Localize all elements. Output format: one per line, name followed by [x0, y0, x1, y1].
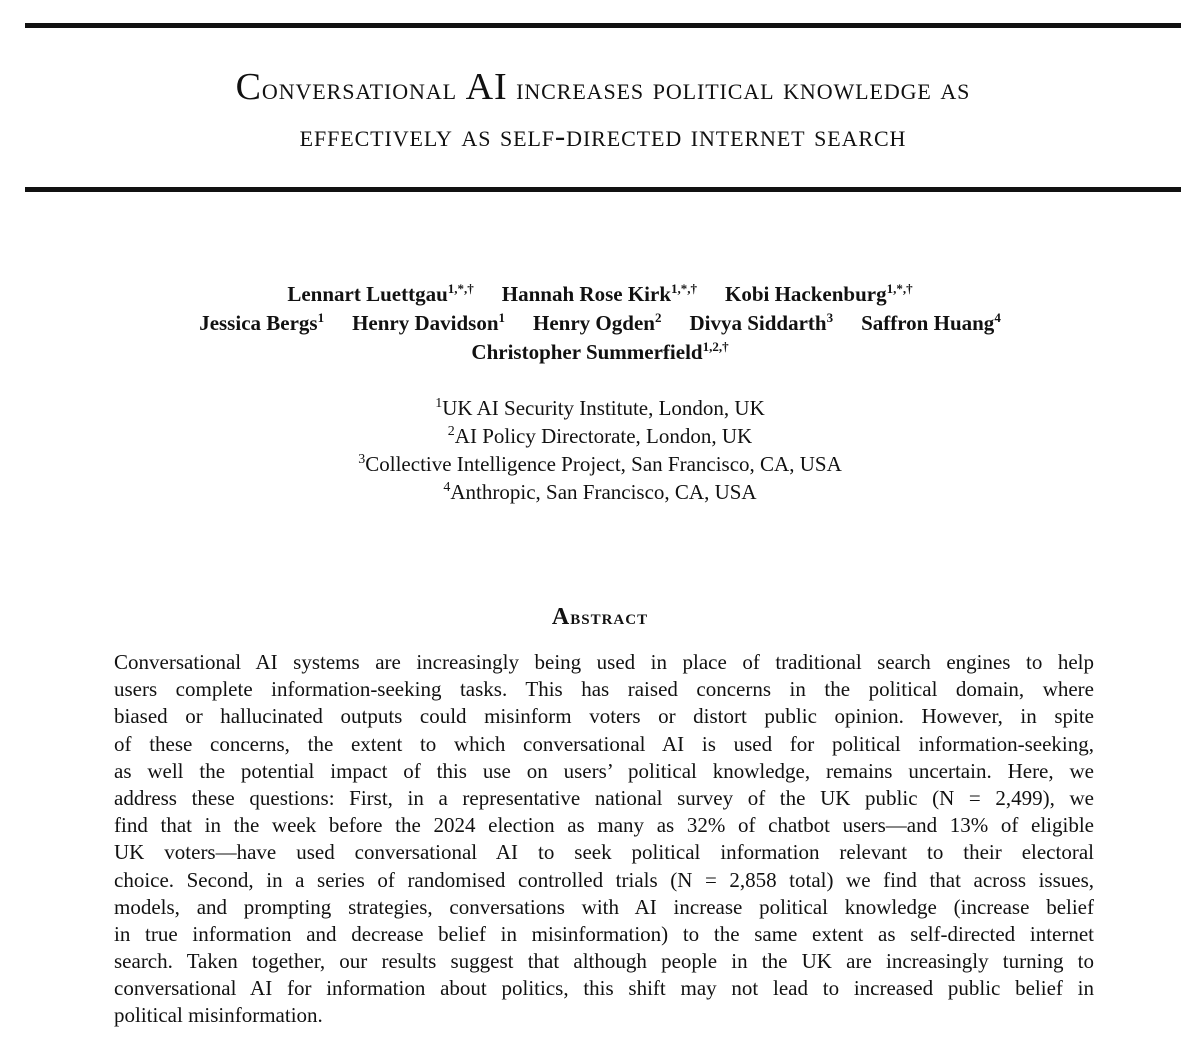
abstract-line: biased or hallucinated outputs could misinform voters or distort public opinion. However, in spite — [114, 704, 1094, 729]
author-affiliation-marks: 1 — [498, 310, 506, 325]
abstract-line: as well the potential impact of this use on users’ political knowledge, remains uncertain. Here, we — [114, 758, 1094, 783]
title-ai: AI — [465, 66, 508, 108]
abstract-line: choice. Second, in a series of randomised controlled trials (N = 2,858 total) we find that across issues, — [114, 867, 1094, 892]
author-row — [0, 309, 1200, 338]
author-affiliation-marks: 4 — [994, 310, 1001, 325]
title-part: increases political knowledge as — [507, 71, 971, 106]
paper-title — [25, 64, 1181, 159]
abstract-body — [114, 649, 1094, 1030]
author: Hannah Rose Kirk$^{1,*,\dagger}$ — [501, 281, 697, 306]
author-affiliation-marks: 1,2,† — [702, 339, 729, 354]
affiliation: $^2$AI Policy Directorate, London, UK — [447, 424, 753, 448]
author: Kobi Hackenburg$^{1,*,\dagger}$ — [725, 281, 913, 306]
author: Christopher Summerfield$^{1,2,\dagger}$ — [471, 339, 729, 364]
author-affiliation-marks: 1,*,† — [671, 281, 697, 296]
abstract-line: models, and prompting strategies, conversations with AI increase political knowledge (increase belief — [114, 894, 1094, 919]
abstract-line: UK voters—have used conversational AI to seek political information relevant to their electoral — [114, 840, 1094, 865]
author: Lennart Luettgau$^{1,*,\dagger}$ — [287, 281, 474, 306]
abstract-line: users complete information-seeking tasks. This has raised concerns in the political domain, where — [114, 677, 1094, 702]
author-affiliation-marks: 2 — [654, 310, 662, 325]
abstract-line: Conversational AI systems are increasingly being used in place of traditional search engines to help — [114, 650, 1094, 674]
title-part: onversational — [261, 71, 466, 106]
abstract-line: of these concerns, the extent to which conversational AI is used for political information-seeking, — [114, 731, 1094, 756]
title-top-rule — [25, 23, 1181, 28]
author: Jessica Bergs$^1$ — [199, 310, 325, 335]
author-row — [0, 280, 1200, 309]
title-first-letter: C — [235, 66, 262, 108]
author-list — [0, 280, 1200, 367]
abstract-heading: Abstract — [551, 604, 649, 630]
title-bottom-rule — [25, 187, 1181, 192]
title-line-2: effectively as self-directed internet search — [299, 118, 907, 153]
abstract-line: political misinformation. — [114, 1003, 323, 1028]
affiliation: $^4$Anthropic, San Francisco, CA, USA — [443, 480, 757, 504]
affiliation: $^3$Collective Intelligence Project, San Francisco, CA, USA — [358, 452, 842, 476]
author: Henry Ogden$^2$ — [533, 310, 662, 335]
author: Henry Davidson$^1$ — [352, 310, 506, 335]
abstract-line: find that in the week before the 2024 election as many as 32% of chatbot users—and 13% of eligible — [114, 813, 1094, 838]
author: Saffron Huang$^4$ — [861, 310, 1001, 335]
abstract-line: conversational AI for information about politics, this shift may not lead to increased public belief in — [114, 976, 1094, 1001]
abstract-line: search. Taken together, our results suggest that although people in the UK are increasingly turning to — [114, 949, 1094, 974]
affiliation: $^1$UK AI Security Institute, London, UK — [435, 396, 765, 420]
abstract-line: in true information and decrease belief in misinformation) to the same extent as self-directed internet — [114, 921, 1094, 946]
author-affiliation-marks: 3 — [826, 310, 834, 325]
author: Divya Siddarth$^3$ — [689, 310, 834, 335]
author-affiliation-marks: 1,*,† — [886, 281, 913, 296]
affiliation-list — [0, 394, 1200, 506]
author-affiliation-marks: 1 — [317, 310, 325, 325]
author-affiliation-marks: 1,*,† — [447, 281, 474, 296]
author-row — [0, 338, 1200, 367]
abstract-line: address these questions: First, in a representative national survey of the UK public (N = 2,499), we — [114, 785, 1094, 810]
